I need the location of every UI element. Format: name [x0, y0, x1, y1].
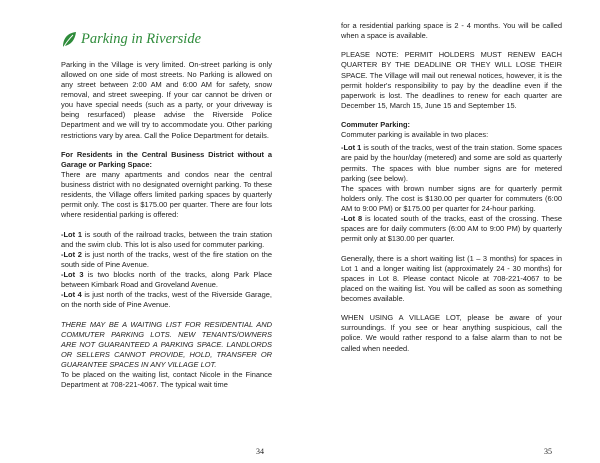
intro-paragraph: Parking in the Village is very limited. On-street parking is only allowed on one side of most streets. No Parking is allowed on any street between 2:00 AM and 6:00 AM for safety, snow removal, and street sweeping. If your car cannot be driven or you have special needs (such as a party, or your driveway is being resurfaced) please advise the Riverside Police Department and we will try to accommodate you. Other parking restrictions vary by area. Call the Police Department for details.: [61, 59, 272, 140]
leaf-icon: [61, 31, 77, 49]
lot-label: -Lot 3: [61, 270, 84, 280]
safety-paragraph: WHEN USING A VILLAGE LOT, please be aware of your surroundings. If you see or hear anything suspicious, call the police. We would rather respond to a false alarm than to not be called when needed.: [341, 313, 562, 353]
lot-label: -Lot 1: [61, 229, 83, 239]
lot-label: -Lot 2: [61, 249, 82, 259]
page-number: 35: [544, 447, 552, 457]
renewal-notice: PLEASE NOTE: PERMIT HOLDERS MUST RENEW EACH QUARTER BY THE DEADLINE OR THEY WILL LOSE THEIR SPACE. The Village will mail out renewal notices, however, it is the permit holder's responsibility to pay by the deadline even if the paperwork is lost. The deadlines to renew for each quarter are December 15, March 15, June 15 and September 15.: [341, 50, 562, 110]
lot-label: -Lot 4: [61, 290, 82, 300]
section-header: [61, 30, 272, 50]
cbd-paragraph: There are many apartments and condos near the central business district with no designated overnight parking. To these residents, the Village offers limited parking spaces by quarterly permit only. The cost is $175.00 per quarter. There are four lots where residential parking is offered:: [61, 169, 272, 220]
commuter-waiting-paragraph: Generally, there is a short waiting list (1 – 3 months) for spaces in Lot 1 and a longer waiting list (approximately 24 - 30 months) for spaces in Lot 8. Please contact Nicole at 708-221-4067 to be placed on the waiting list. You will be called as soon as something becomes available.: [341, 253, 562, 303]
list-item: [61, 250, 272, 270]
cbd-heading: For Residents in the Central Business District without a Garage or Parking Space:: [61, 149, 272, 169]
list-item: [61, 290, 272, 310]
lot-label: -Lot 8: [341, 214, 363, 224]
page-number: 34: [256, 447, 264, 457]
lot-text: is just north of the tracks, west of the Riverside Garage, on the north side of Pine Avenue.: [61, 290, 273, 310]
list-item: [341, 214, 562, 244]
page-title: Parking in Riverside: [81, 31, 202, 47]
lot-text: is two blocks north of the tracks, along Park Place between Kimbark Road and Groveland Avenue.: [61, 270, 272, 290]
brown-signs-paragraph: The spaces with brown number signs are for quarterly permit holders only. The cost is $130.00 per quarter for commuters (6:00 AM to 9:00 PM) or $175.00 per quarter for 24-hour parking.: [341, 183, 562, 213]
lot-text: is south of the tracks, west of the train station. Some spaces are paid by the hour/day (metered) and some are sold as quarterly permits. The spaces with blue number signs are for metered parking (see below).: [341, 143, 562, 183]
waiting-list-contact: To be placed on the waiting list, contact Nicole in the Finance Department at 708-221-4067. The typical wait time: [61, 370, 272, 390]
list-item: [61, 230, 272, 250]
lot-text: is south of the railroad tracks, between the train station and the swim club. This lot is also used for commuter parking.: [61, 229, 272, 249]
lot-text: is located south of the tracks, east of the crossing. These spaces are for daily commuters (6:00 AM to 9:00 PM) by quarterly permit only at $130.00 per quarter.: [341, 214, 562, 244]
continued-paragraph: for a residential parking space is 2 - 4 months. You will be called when a space is available.: [341, 21, 562, 41]
lot-text: is just north of the tracks, west of the fire station on the south side of Pine Avenue.: [61, 249, 272, 269]
commuter-intro: Commuter parking is available in two places:: [341, 130, 489, 140]
right-page: [300, 0, 600, 463]
lot-label: -Lot 1: [341, 143, 362, 153]
waiting-list-warning: THERE MAY BE A WAITING LIST FOR RESIDENTIAL AND COMMUTER PARKING LOTS. NEW TENANTS/OWNERS ARE NOT GUARANTEED A PARKING SPACE. LANDLORDS OR SELLERS CANNOT PROVIDE, HOLD, TRANSFER OR GUARANTEE SPACES IN ANY VILLAGE LOT.: [61, 319, 272, 370]
commuter-heading: Commuter Parking:: [341, 120, 411, 129]
list-item: [61, 270, 272, 290]
list-item: [341, 143, 562, 184]
